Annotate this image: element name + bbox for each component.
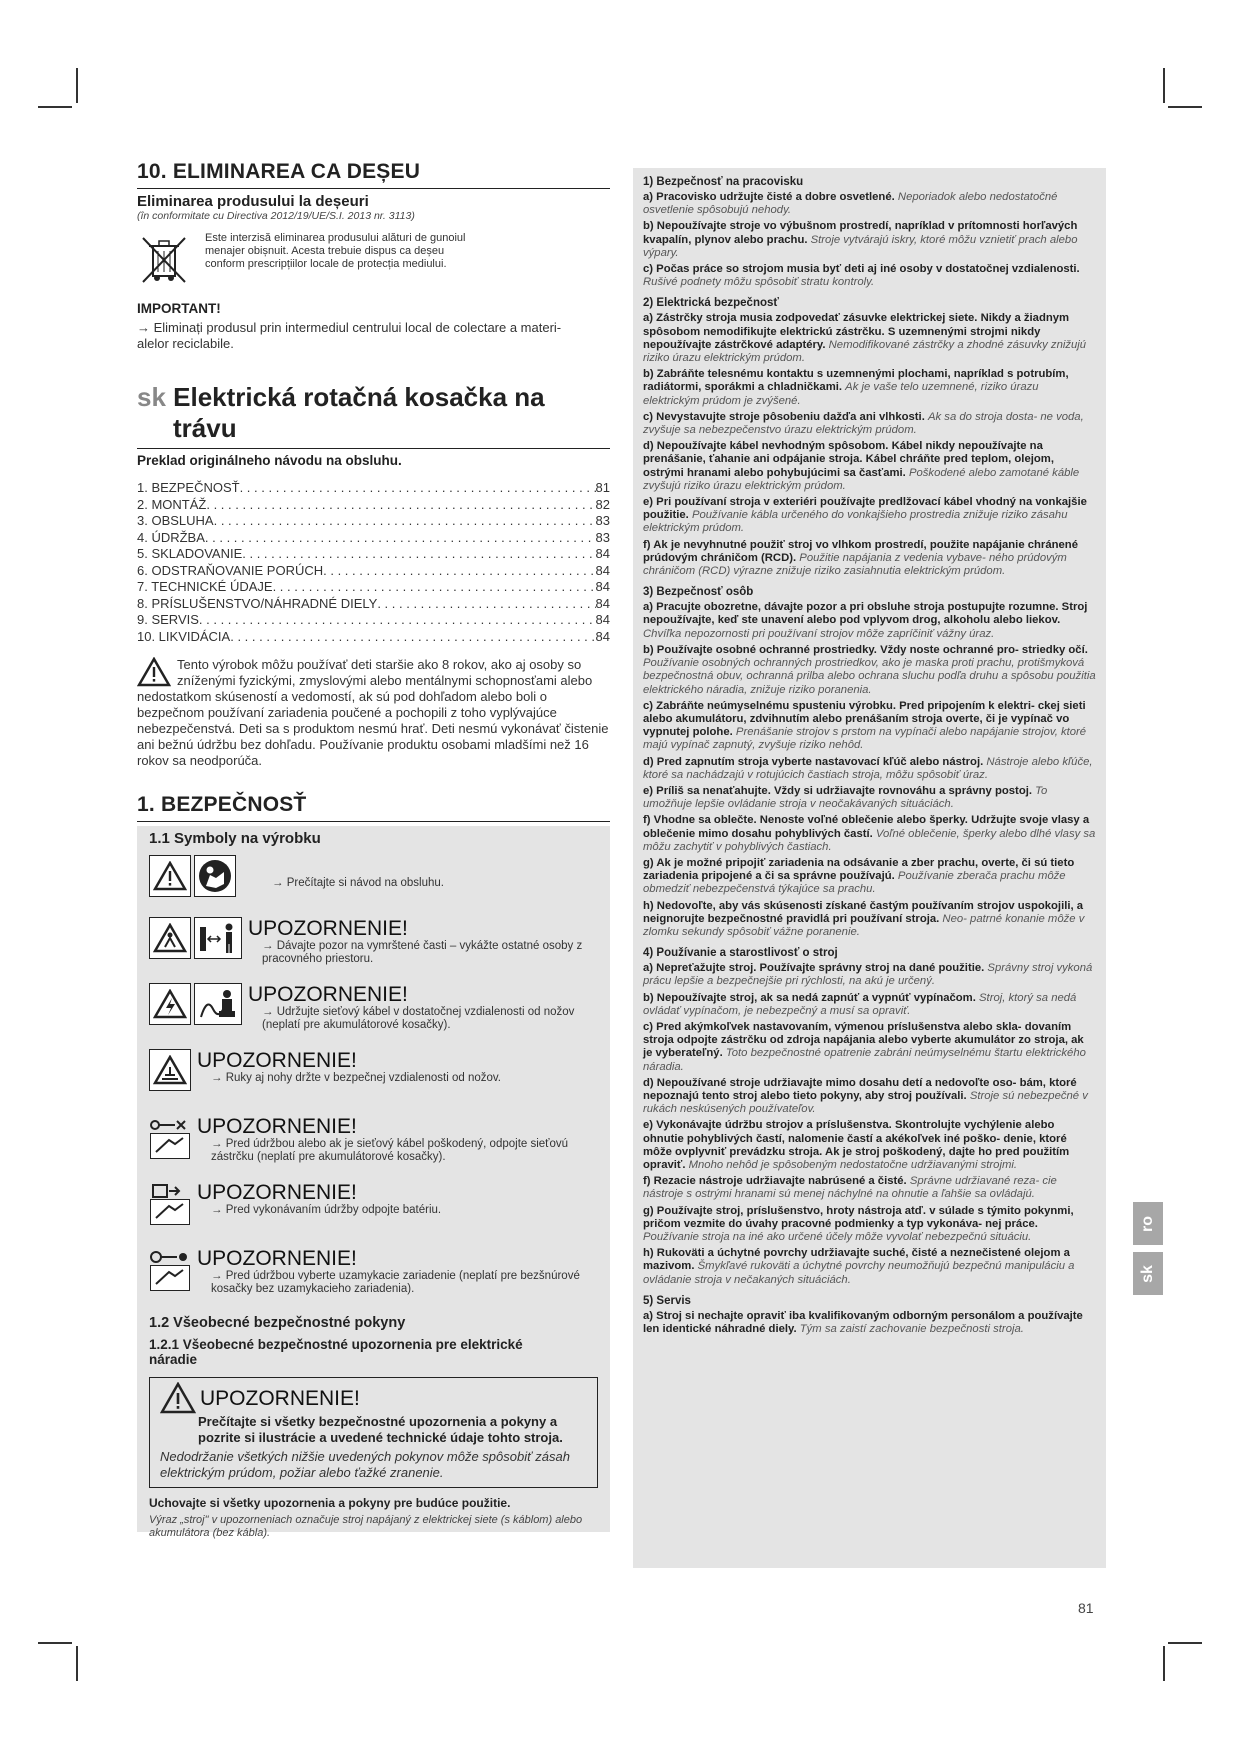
safety-item-italic: Poškodené alebo zamotané káble zvyšujú riziko úrazu elektrickým prúdom. [643,466,1080,492]
safety-item-bold: h) Nedovoľte, aby vás skúsenosti získané častým používaním strojov uspokojili, a neignorujte bezpečnostné pravidlá pri používaní stroja. [643,899,1084,925]
safety-item-italic: Ak je vaše telo uzemnené, riziko úrazu elektrickým prúdom je zvýšené. [643,381,1039,407]
page-number: 81 [1078,1600,1094,1616]
product-title [137,382,610,444]
disposal-text: Este interzisă eliminarea produsului alături de gunoiul menajer obișnuit. Acesta trebuie dispus ca deșeu conform prescripțiilor locale de protecția mediului. [205,232,466,270]
section-heading: 3) Bezpečnosť osôb [643,586,754,599]
warning-box-title: UPOZORNENIE! [200,1386,360,1410]
crop-mark [1163,1646,1165,1681]
symbols-heading: 1.1 Symboly na výrobku [149,830,321,847]
toc-item[interactable]: 8. PRÍSLUŠENSTVO/NÁHRADNÉ DIELY . . . 84 [137,596,610,613]
safety-item-bold: b) Nepoužívajte stroj, ak sa nedá zapnúť a vypnúť vypínačom. [643,991,976,1004]
safety-item [643,857,1096,897]
safety-item-italic: Používanie kábla určeného do vonkajšieho prostredia znižuje riziko zásahu elektrickým prúdom. [643,509,1068,535]
toc-item[interactable]: 5. SKLADOVANIE . . . 84 [137,546,610,563]
safety-item-bold: h) Rukoväti a úchytné povrchy udržiavajte suché, čisté a neznečistené olejom a mazivom. [643,1247,1070,1273]
electric-hazard-icon [149,983,191,1025]
divider [137,821,610,822]
safety-item [643,962,1096,988]
safety-item [643,1021,1096,1074]
safety-item [643,644,1096,697]
safety-item-bold: f) Vhodne sa oblečte. Nenoste voľné oblečenie alebo šperky. Udržujte svoje vlasy a oblečenie mimo dosahu pohyblivých častí. [643,814,1090,840]
safety-item-bold: c) Zabráňte neúmyselnému spusteniu výrobku. Pred pripojením k elektri- ckej sieti alebo akumulátoru, zdvihnutím alebo prenášaním stroja overte, či je vypínač vo vypnutej polohe. [643,699,1086,739]
language-tab-sk[interactable]: sk [1133,1252,1163,1295]
toc-item[interactable]: 1. BEZPEČNOSŤ . . . 81 [137,480,610,497]
safety-heading: 1. BEZPEČNOSŤ [137,793,307,816]
safety-item-italic: Ak sa do stroja dosta- ne voda, zvyšuje sa nebezpečenstvo úrazu elektrickým prúdom. [643,410,1084,437]
safety-item-bold: a) Nepreťažujte stroj. Používajte správny stroj na dané použitie. [643,962,985,975]
divider [137,188,610,189]
machine-definition: Výraz „stroj" v upozorneniach označuje stroj napájaný z elektrickej siete (s káblom) alebo akumulátora (bez kábla). [149,1514,583,1539]
safety-item-bold: d) Nepoužívajte kábel nevhodným spôsobom. Kábel nikdy nepoužívajte na prenášanie, ťahanie ani odpájanie stroja. Kábel chráňte pred teplom, olejom, ostrými hranami alebo pohybujúcimi sa časťami. [643,440,1054,479]
unplug-icon [149,1115,191,1161]
safety-item-italic: Nástroje alebo kľúče, ktoré sa nachádzajú v rotujúcich častiach stroja, môžu spôsobiť úraz. [643,755,1093,781]
safety-item-bold: b) Nepoužívajte stroje vo výbušnom prostredí, napríklad v prítomnosti horľavých kvapalín, plynov alebo prachu. [643,220,1078,246]
safety-item [643,1205,1096,1245]
warning-title: UPOZORNENIE! [197,1181,357,1204]
safety-item [643,440,1096,493]
safety-item-bold: f) Ak je nevyhnutné použiť stroj vo vlhkom prostredí, použite napájanie chránené prúdovým chráničom (RCD). [643,538,1078,564]
language-tab-ro[interactable]: ro [1133,1202,1163,1245]
section-heading: 2) Elektrická bezpečnosť [643,297,779,310]
safety-item-bold: d) Nepoužívané stroje udržiavajte mimo dosahu detí a nedovoľte oso- bám, ktoré nepoznajú tento stroj alebo tieto pokyny, aby stroj používali. [643,1076,1077,1102]
safety-item-bold: b) Zabráňte telesnému kontaktu s uzemnenými plochami, napríklad s potrubím, radiátormi, sporákmi a chladničkami. [643,368,1069,394]
toc-item[interactable]: 6. ODSTRAŇOVANIE PORÚCH . . . 84 [137,563,610,580]
remove-battery-icon [149,1181,191,1227]
crop-mark [38,106,72,108]
safety-item-bold: a) Stroj si nechajte opraviť iba kvalifikovaným odborným personálom a používajte len identické náhradné diely. [643,1309,1083,1336]
title-line-1: Elektrická rotačná kosačka na [173,382,545,412]
safety-sections [643,176,1096,1336]
symbol-row [149,1115,610,1175]
crossed-bin-icon [137,232,209,291]
warning-box [149,1377,598,1488]
language-code: sk [137,382,166,412]
safety-item-italic: Nemodifikované zástrčky a zhodné zásuvky znižujú riziko úrazu elektrickým prúdom. [643,338,1087,365]
symbol-text: → Ruky aj nohy držte v bezpečnej vzdialenosti od nožov. [211,1072,501,1084]
keep-distance-icon [194,917,242,959]
general-safety-heading: 1.2 Všeobecné bezpečnostné pokyny [149,1315,406,1331]
safety-item [643,700,1096,753]
symbol-text: → Pred údržbou alebo ak je sieťový kábel poškodený, odpojte sieťovú zástrčku (neplatí pre akumulátorové kosačky). [211,1138,569,1163]
general-safety-subheading: 1.2.1 Všeobecné bezpečnostné upozornenia pre elektrické náradie [149,1337,523,1367]
safety-item [643,814,1096,854]
warning-title: UPOZORNENIE! [197,1115,357,1138]
safety-item [643,191,1096,217]
safety-item-italic: Chvíľka nepozornosti pri používaní strojov môže zapríčiniť vážny úraz. [643,627,995,640]
toc-item[interactable]: 7. TECHNICKÉ ÚDAJE . . . 84 [137,579,610,596]
safety-item-italic: Správne udržiavané reza- cie nástroje s ostrými hranami sú menej náchylné na ohnutie a ľahšie sa ovládajú. [643,1175,1057,1201]
title-line-2: trávu [173,413,237,443]
safety-item [643,1175,1096,1201]
safety-item [643,220,1096,260]
crop-mark [1163,68,1165,103]
important-text: → Eliminați produsul prin intermediul centrului local de colectare a materi- alelor reciclabile. [137,320,562,351]
safety-item-bold: a) Pracujte obozretne, dávajte pozor a pri obsluhe stroja postupujte rozumne. Stroj nepoužívajte, keď ste unavení alebo pod vplyvom drog, alkoholu alebo liekov. [643,601,1088,627]
right-column [633,168,1106,1568]
safety-item-bold: c) Nevystavujte stroje pôsobeniu dažďa ani vlhkosti. [643,410,925,423]
safety-item-italic: Neporiadok alebo nedostatočné osvetlenie spôsobujú nehody. [643,191,1058,217]
safety-item [643,263,1096,289]
safety-item [643,785,1096,811]
recycling-heading: 10. ELIMINAREA CA DEȘEU [137,160,421,183]
crop-mark [38,1642,72,1644]
safety-item-bold: b) Používajte osobné ochranné prostriedky. Vždy noste ochranné pro- striedky očí. [643,643,1088,656]
safety-item [643,756,1096,782]
recycling-subheading: Eliminarea produsului la deșeuri [137,193,369,210]
thrown-objects-icon [149,917,191,959]
safety-item-italic: Stroje sú nebezpečné v rukách neskúsených používateľov. [643,1089,1088,1116]
safety-item-bold: a) Pracovisko udržujte čisté a dobre osvetlené. [643,191,895,203]
warning-title: UPOZORNENIE! [248,983,408,1006]
safety-item-bold: e) Vykonávajte údržbu strojov a príslušenstva. Skontrolujte vychýlenie alebo ohnutie pohyblivých častí, nalomenie častí a akékoľvek iné poško- denie, ktoré môže ovplyvniť prevádzku stroja. Ak je stroj poškodený, dajte ho pred použitím opraviť. [643,1119,1070,1171]
toc-item[interactable]: 10. LIKVIDÁCIA . . . 84 [137,629,610,646]
safety-item-bold: g) Ak je možné pripojiť zariadenia na odsávanie a zber prachu, overte, či sú tieto zariadenia pripojené a či sa správne používajú. [643,856,1075,883]
safety-item [643,1077,1096,1117]
safety-item [643,992,1096,1018]
safety-item-italic: Používanie osobných ochranných prostriedkov, ako je maska proti prachu, protišmyková bezpečnostná obuv, ochranná prilba alebo ochrana sluchu podľa druhu a spôsobu použitia elektrického náradia, znižuje riziko poranenia. [643,657,1096,696]
symbol-row [149,983,610,1043]
safety-item-italic: To umožňuje lepšie ovládanie stroja v neočakávaných situáciách. [643,784,1048,811]
safety-item-italic: Mnoho nehôd je spôsobeným nedostatočne udržiavanými strojmi. [688,1159,1018,1171]
safety-item [643,496,1096,536]
crop-mark [1168,106,1202,108]
warning-triangle-icon [160,1382,200,1414]
safety-item [643,368,1096,408]
safety-item-italic: Tým sa zaistí zachovanie bezpečnosti stroja. [799,1323,1024,1336]
symbol-text: → Pred údržbou vyberte uzamykacie zariadenie (neplatí pre bezšnúrové kosačky bez uzamykacieho zariadenia). [211,1270,580,1295]
left-column [137,160,610,1539]
safety-item [643,1247,1096,1287]
warning-triangle-icon [137,657,173,689]
crop-mark [76,68,78,103]
symbol-text: → Prečítajte si návod na obsluhu. [272,877,444,889]
safety-item-italic: Používanie zberača prachu môže obmedziť nebezpečenstvá týkajúce sa prachu. [643,870,1066,896]
read-manual-icon [194,855,236,897]
divider [137,448,610,449]
safety-item-italic: Stroj, ktorý sa nedá ovládať vypínačom, je nebezpečný a musí sa opraviť. [643,991,1077,1017]
crop-mark [76,1646,78,1681]
warning-icon [149,855,191,897]
symbol-row [149,1049,610,1109]
table-of-contents [137,480,610,645]
toc-item[interactable]: 9. SERVIS . . . 84 [137,612,610,629]
safety-item [643,1310,1096,1336]
safety-item-bold: e) Príliš sa nenaťahujte. Vždy si udržiavajte rovnováhu a správny postoj. [643,784,1032,797]
safety-item-italic: Šmykľavé rukoväti a úchytné povrchy neumožňujú bezpečnú manipuláciu a ovládanie stroja v nečakaných situáciách. [643,1260,1075,1286]
safety-item [643,539,1096,579]
safety-item-italic: Rušivé podnety môžu spôsobiť stratu kontroly. [643,276,875,289]
safety-item [643,312,1096,365]
remove-key-icon [149,1247,191,1293]
safety-item [643,900,1096,940]
safety-item-italic: Neo- patrné konanie môže v zlomku sekundy spôsobiť vážne poranenie. [643,912,1085,938]
safety-item-bold: a) Zástrčky stroja musia zodpovedať zásuvke elektrickej siete. Nikdy a žiadnym spôsobom nemodifikujte elektrickú zástrčku. S uzemnenými strojmi nikdy nepoužívajte zástrčkové adaptéry. [643,312,1070,351]
safety-item-bold: d) Pred zapnutím stroja vyberte nastavovací kľúč alebo nástroj. [643,755,984,768]
warning-title: UPOZORNENIE! [197,1049,357,1072]
safety-item [643,411,1096,437]
symbol-text: → Dávajte pozor na vymrštené časti – vykážte ostatné osoby z pracovného priestoru. [262,940,583,965]
cable-away-icon [194,983,242,1025]
safety-item-bold: f) Rezacie nástroje udržiavajte nabrúsené a čisté. [643,1175,907,1188]
symbol-row [149,917,610,977]
symbol-row [149,1181,610,1241]
safety-item-italic: Toto bezpečnostné opatrenie zabráni neúmyselnému štartu elektrického náradia. [643,1047,1086,1073]
safety-item-bold: c) Pred akýmkoľvek nastavovaním, výmenou príslušenstva alebo skla- dovaním stroja odpojte zástrčku od zdroja napájania alebo vyberte akumulátor zo stroja, ak je vyberateľný. [643,1020,1084,1060]
safety-item-italic: Použitie napájania z vedenia vybave- ného prúdovým chráničom (RCD) výrazne znižuje riziko zasiahnutia elektrickým prúdom. [643,551,1067,578]
warning-title: UPOZORNENIE! [197,1247,357,1270]
safety-item-italic: Prenášanie strojov s prstom na vypínači alebo napájanie strojov, ktoré majú vypínač zapnutý, zvyšuje riziko nehôd. [643,726,1087,752]
warning-box-italic: Nedodržanie všetkých nižšie uvedených pokynov môže spôsobiť zásah elektrickým prúdom, požiar alebo ťažké zranenie. [160,1449,570,1480]
symbol-row [149,1247,610,1309]
keep-instructions: Uchovajte si všetky upozornenia a pokyny pre budúce použitie. [149,1496,511,1510]
section-heading: 5) Servis [643,1294,691,1307]
safety-panel [137,826,610,1539]
toc-item[interactable]: 2. MONTÁŽ . . . 82 [137,497,610,514]
safety-item-italic: Správny stroj vykoná prácu lepšie a bezpečnejšie pri rýchlosti, na akú je určený. [643,962,1093,988]
warning-box-bold: Prečítajte si všetky bezpečnostné upozornenia a pokyny a pozrite si ilustrácie a uvedené technické údaje tohto stroja. [198,1414,563,1445]
translation-note: Preklad originálneho návodu na obsluhu. [137,453,402,468]
symbol-text: → Pred vykonávaním údržby odpojte batériu. [211,1204,442,1216]
children-notice: Tento výrobok môžu používať deti staršie ako 8 rokov, ako aj osoby so zníženými fyzickými, zmyslovými alebo mentálnymi schopnosťami alebo nedostatkom skúseností a vedomostí, ak sú pod dohľadom alebo boli o bezpečnom používaní zariadenia poučené a pochopili z toho vyplývajúce nebezpečenstvá. Deti sa s produktom nesmú hrať. Deti nesmú vykonávať čistenie ani bežnú údržbu bez dohľadu. Používanie produktu osobami mladšími než 16 rokov sa neodporúča. [137,657,609,768]
section-heading: 1) Bezpečnosť na pracovisku [643,176,804,188]
section-heading: 4) Používanie a starostlivosť o stroj [643,947,838,960]
conformity-note: (în conformitate cu Directiva 2012/19/UE/S.I. 2013 nr. 3113) [137,210,415,222]
safety-item-bold: c) Počas práce so strojom musia byť deti aj iné osoby v dostatočnej vzdialenosti. [643,263,1080,276]
safety-item [643,1119,1096,1172]
safety-item-bold: e) Pri používaní stroja v exteriéri používajte predlžovací kábel vhodný na vonkajšie použitie. [643,496,1087,522]
safety-item-italic: Používanie stroja na iné ako určené účely môže vyvolať nebezpečnú situáciu. [643,1231,1032,1244]
blade-hazard-icon [149,1049,191,1091]
important-label: IMPORTANT! [137,301,221,316]
symbol-text: → Udržujte sieťový kábel v dostatočnej vzdialenosti od nožov (neplatí pre akumulátorové kosačky). [262,1006,575,1031]
safety-item-italic: Stroje vytvárajú iskry, ktoré môžu vznietiť prach alebo výpary. [643,233,1078,259]
toc-item[interactable]: 3. OBSLUHA . . . 83 [137,513,610,530]
safety-item-italic: Voľné oblečenie, šperky alebo dlhé vlasy sa môžu zachytiť v pohyblivých častiach. [643,827,1096,853]
crop-mark [1168,1642,1202,1644]
warning-title: UPOZORNENIE! [248,917,408,940]
disposal-block [137,232,610,291]
symbol-row [149,855,610,911]
toc-item[interactable]: 4. ÚDRŽBA . . . 83 [137,530,610,547]
safety-item-bold: g) Používajte stroj, príslušenstvo, hroty nástroja atď. v súlade s týmito pokynmi, pričom vezmite do úvahy pracovné podmienky a typ vykonáva- nej práce. [643,1204,1074,1230]
safety-item [643,601,1096,641]
